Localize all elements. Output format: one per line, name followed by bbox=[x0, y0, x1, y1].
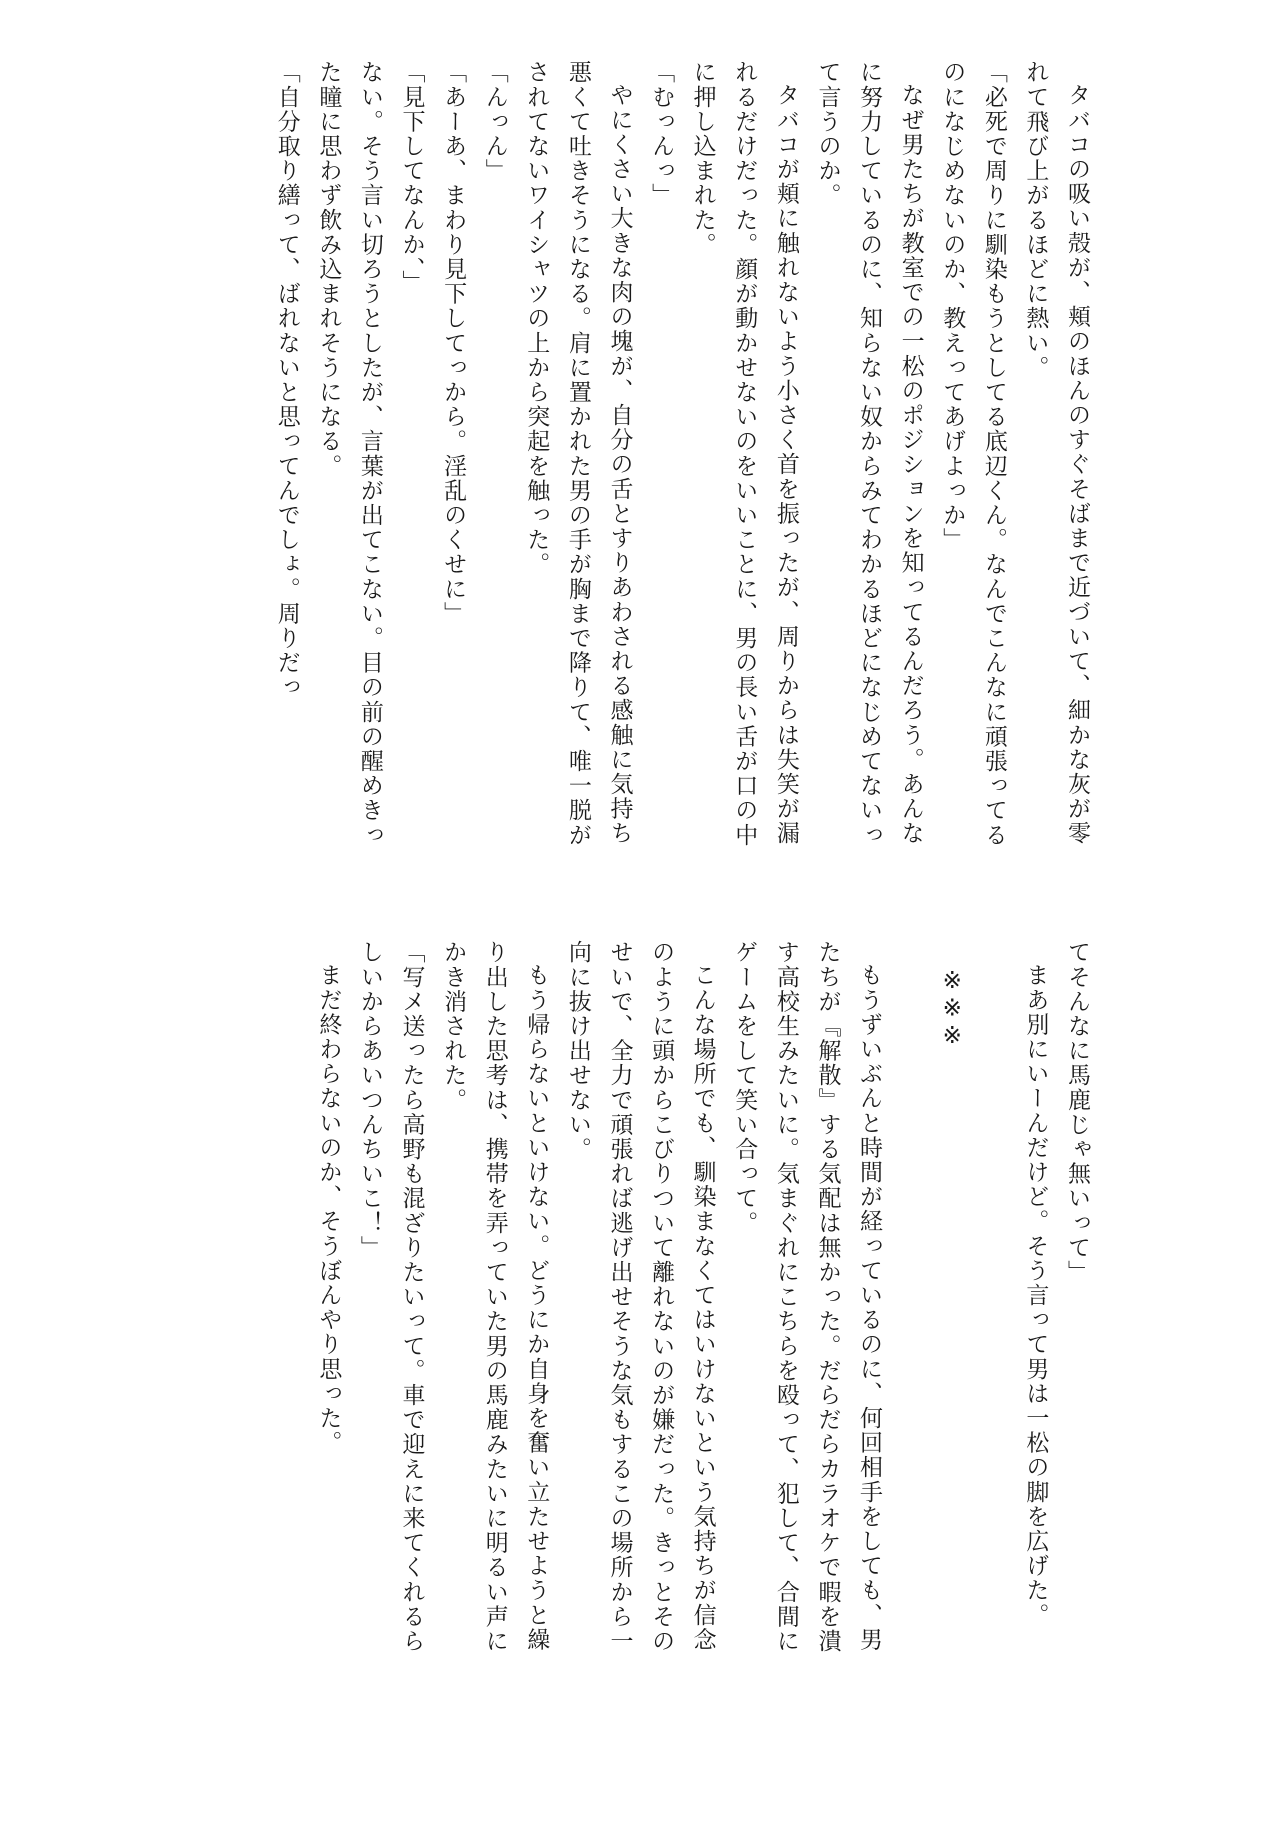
paragraph: こんな場所でも、馴染まなくてはいけないという気持ちが信念のように頭からこびりついて離れないのが嫌だった。きっとそのせいで、全力で頑張れば逃げ出せそうな気もするこの場所から一向に抜け出せない。 bbox=[564, 940, 716, 1654]
dialogue-line: 「むっんっ」 bbox=[648, 60, 675, 208]
paragraph: やにくさい大きな肉の塊が、自分の舌とすりあわされる感触に気持ち悪くて吐きそうになる。肩に置かれた男の手が胸まで降りて、唯一脱がされてないワイシャツの上から突起を触った。 bbox=[523, 60, 633, 848]
paragraph: なぜ男たちが教室での一松のポジションを知ってるんだろう。あんなに努力しているのに、知らない奴からみてわかるほどになじめてないって言うのか。 bbox=[814, 60, 924, 848]
paragraph: タバコが頬に触れないよう小さく首を振ったが、周りからは失笑が漏れるだけだった。顔が動かせないのをいいことに、男の長い舌が口の中に押し込まれた。 bbox=[689, 60, 799, 848]
dialogue-line: 「写メ送ったら高野も混ざりたいって。車で迎えに来てくれるらしいからあいつんちいこ！」 bbox=[356, 940, 425, 1654]
paragraph: もう帰らないといけない。どうにか自身を奮い立たせようと繰り出した思考は、携帯を弄っていた男の馬鹿みたいに明るい声にかき消された。 bbox=[440, 940, 550, 1654]
dialogue-line: 「必死で周りに馴染もうとしてる底辺くん。なんでこんなに頑張ってるのになじめないのか、教えってあげよっか」 bbox=[939, 60, 1007, 848]
upper-text-block bbox=[167, 60, 1097, 870]
paragraph: ない。そう言い切ろうとしたが、言葉が出てこない。目の前の醒めきった瞳に思わず飲み込まれそうになる。 bbox=[315, 60, 383, 848]
dialogue-line: 「んっん」 bbox=[481, 60, 508, 183]
blank-line bbox=[972, 940, 1014, 1660]
scene-break: ※※※ bbox=[939, 967, 966, 1051]
lower-text-block bbox=[167, 940, 1097, 1660]
dialogue-line: 「見下してなんか、」 bbox=[398, 60, 425, 295]
paragraph: タバコの吸い殻が、頬のほんのすぐそばまで近づいて、細かな灰が零れて飛び上がるほどに熱い。 bbox=[1022, 60, 1090, 846]
blank-line bbox=[889, 940, 931, 1660]
paragraph: まだ終わらないのか、そうぼんやり思った。 bbox=[315, 963, 342, 1455]
paragraph: まあ別にいーんだけど。そう言って男は一松の脚を広げた。 bbox=[1022, 963, 1049, 1628]
dialogue-line: 「あーあ、まわり見下してっから。淫乱のくせに」 bbox=[440, 60, 467, 626]
paragraph: もうずいぶんと時間が経っているのに、何回相手をしても、男たちが『解散』する気配は無かった。だらだらカラオケで暇を潰す高校生みたいに。気まぐれにこちらを殴って、犯して、合間にゲームをして笑い合って。 bbox=[731, 940, 883, 1654]
dialogue-line: 「自分取り繕って、ばれないと思ってんでしょ。周りだっ bbox=[273, 60, 300, 700]
paragraph: てそんなに馬鹿じゃ無いって」 bbox=[1064, 940, 1090, 1285]
